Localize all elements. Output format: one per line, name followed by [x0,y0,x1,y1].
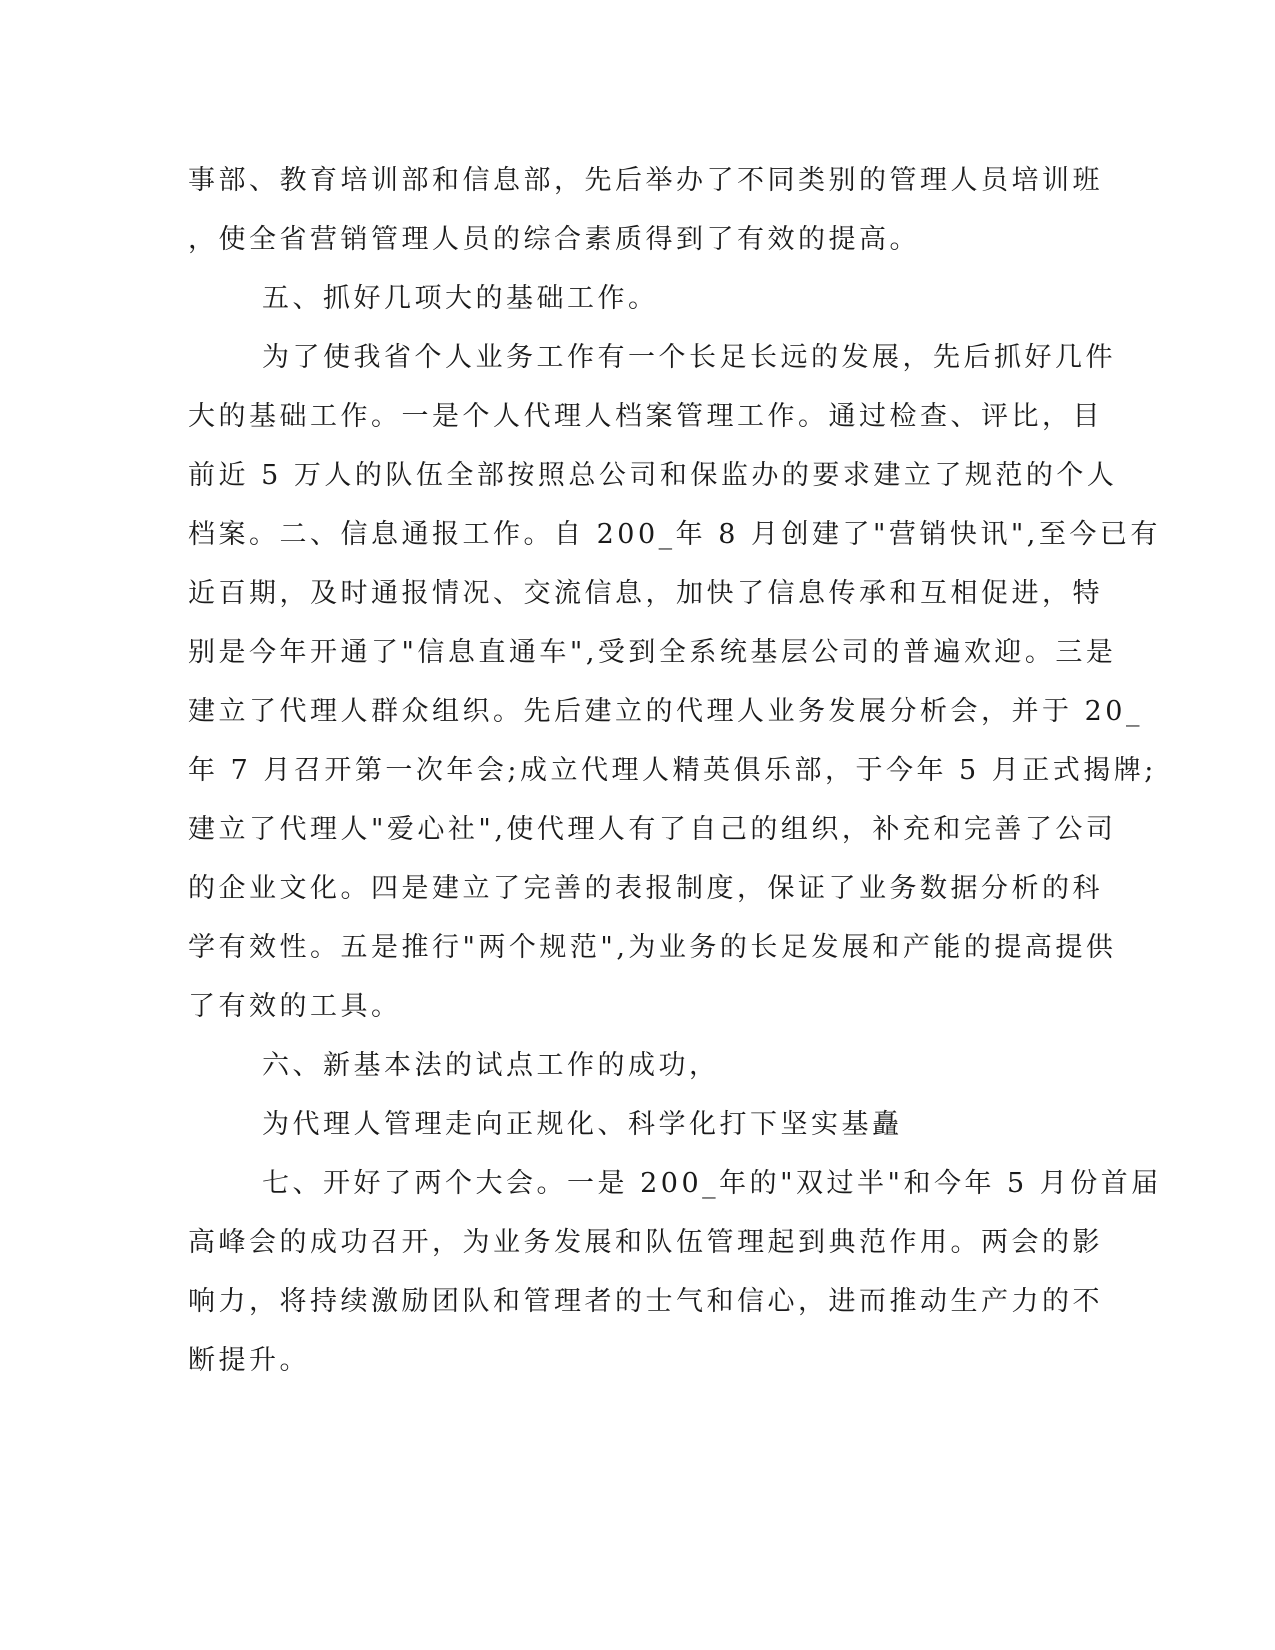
text-line: 建立了代理人群众组织。先后建立的代理人业务发展分析会，并于 20_ [188,696,1143,727]
section-heading: 六、新基本法的试点工作的成功， [262,1050,720,1081]
text-line: 大的基础工作。一是个人代理人档案管理工作。通过检查、评比，目 [188,401,1103,432]
text-line: 近百期，及时通报情况、交流信息，加快了信息传承和互相促进，特 [188,578,1103,609]
text-line: 高峰会的成功召开，为业务发展和队伍管理起到典范作用。两会的影 [188,1227,1103,1258]
text-line: 为了使我省个人业务工作有一个长足长远的发展，先后抓好几件 [262,342,1116,373]
section-heading: 五、抓好几项大的基础工作。 [262,283,659,314]
text-line: 了有效的工具。 [188,991,402,1022]
text-line: ，使全省营销管理人员的综合素质得到了有效的提高。 [188,224,920,255]
text-line: 学有效性。五是推行"两个规范",为业务的长足发展和产能的提高提供 [188,932,1117,963]
text-line: 事部、教育培训部和信息部，先后举办了不同类别的管理人员培训班 [188,165,1103,196]
text-line: 年 7 月召开第一次年会;成立代理人精英俱乐部，于今年 5 月正式揭牌; [188,755,1157,786]
text-line: 的企业文化。四是建立了完善的表报制度，保证了业务数据分析的科 [188,873,1103,904]
text-line: 档案。二、信息通报工作。自 200_年 8 月创建了"营销快讯",至今已有 [188,519,1161,550]
text-line: 为代理人管理走向正规化、科学化打下坚实基矗 [262,1109,903,1140]
text-line: 别是今年开通了"信息直通车",受到全系统基层公司的普遍欢迎。三是 [188,637,1117,668]
text-line: 建立了代理人"爱心社",使代理人有了自己的组织，补充和完善了公司 [188,814,1117,845]
text-line: 断提升。 [188,1345,310,1376]
text-line: 响力，将持续激励团队和管理者的士气和信心，进而推动生产力的不 [188,1286,1103,1317]
section-heading: 七、开好了两个大会。一是 200_年的"双过半"和今年 5 月份首届 [262,1168,1162,1199]
text-line: 前近 5 万人的队伍全部按照总公司和保监办的要求建立了规范的个人 [188,460,1118,491]
